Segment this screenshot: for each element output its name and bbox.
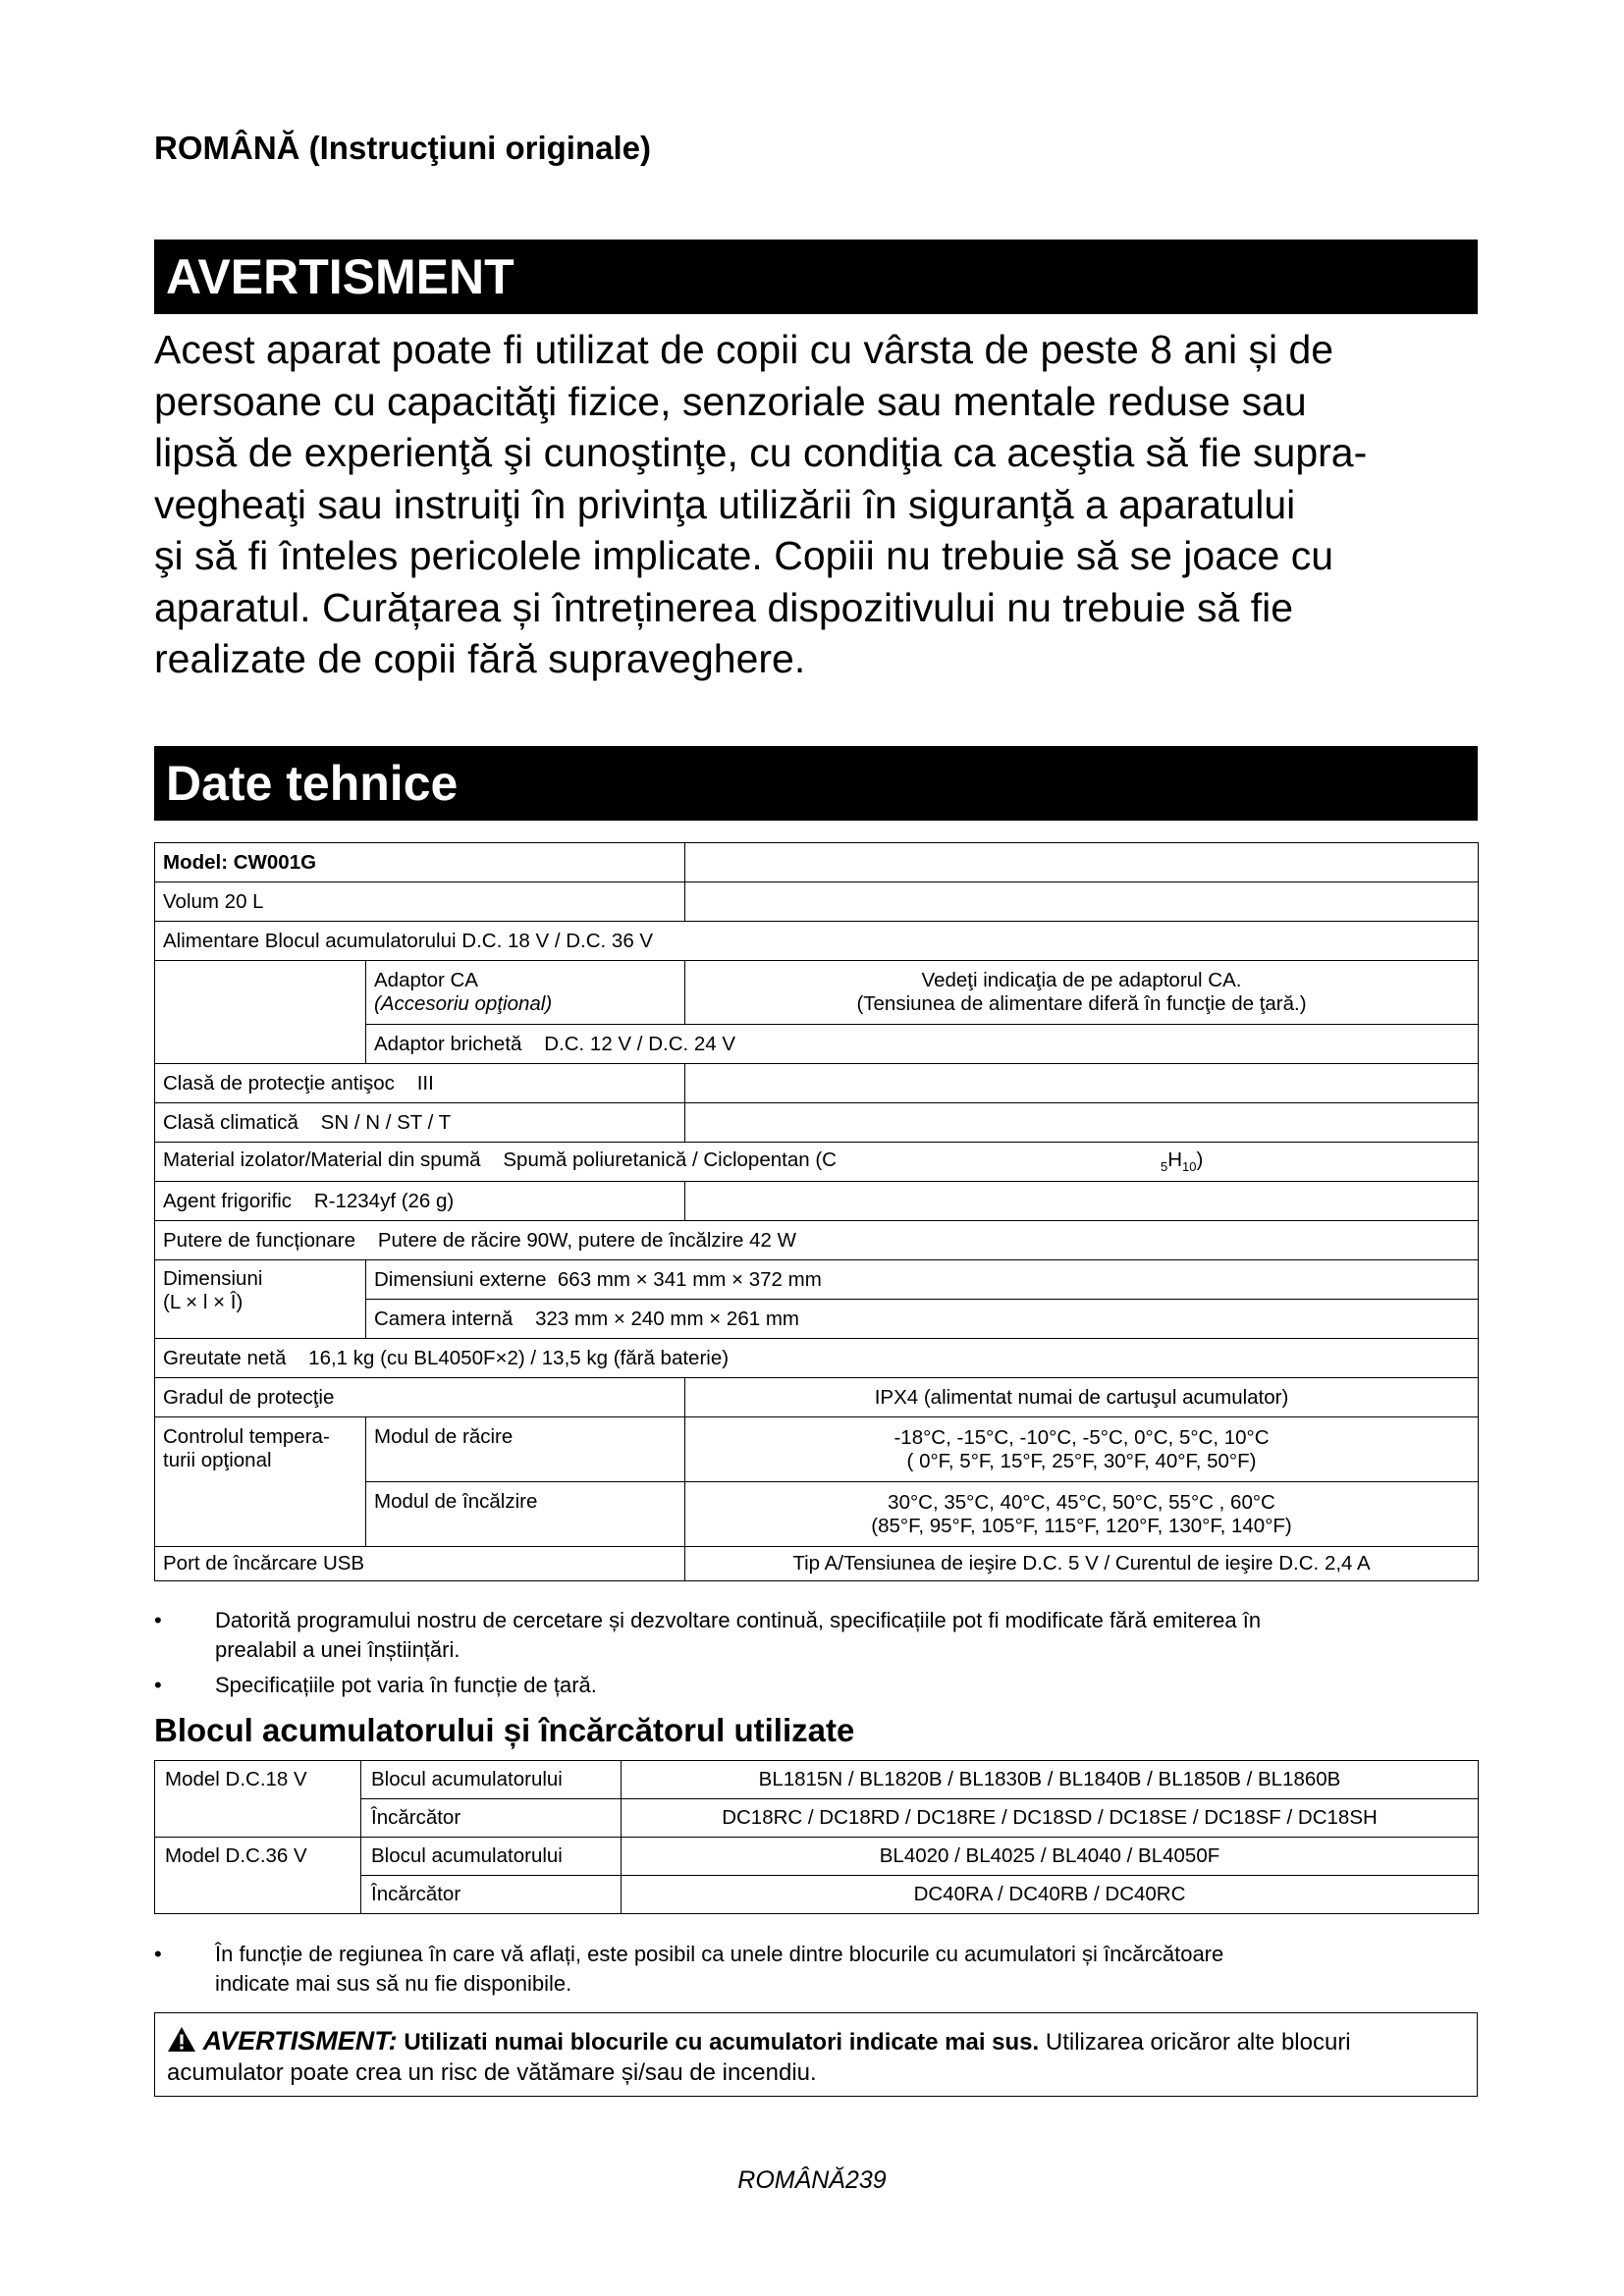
usb-value: Tip A/Tensiunea de ieşire D.C. 5 V / Curentul de ieşire D.C. 2,4 A bbox=[685, 1547, 1479, 1581]
protection-value: IPX4 (alimentat numai de cartuşul acumulator) bbox=[685, 1378, 1479, 1417]
formula-subscript: 5 bbox=[1160, 1159, 1168, 1175]
table-row bbox=[155, 1260, 1479, 1300]
note-line: prealabil a unei înștiințări. bbox=[215, 1637, 460, 1662]
ac-adapter-cell bbox=[366, 961, 685, 1025]
list-item bbox=[154, 1606, 1485, 1665]
heating-celsius: 30°C, 35°C, 40°C, 45°C, 50°C, 55°C , 60°C bbox=[888, 1490, 1275, 1514]
warning-line: şi să fi înteles pericolele implicate. Copiii nu trebuie să se joace cu bbox=[154, 533, 1333, 578]
insulation-value: Spumă poliuretanică / Ciclopentan (C bbox=[503, 1148, 837, 1172]
list-item bbox=[154, 1940, 1485, 1999]
charger-models: DC18RC / DC18RD / DC18RE / DC18SD / DC18SE / DC18SF / DC18SH bbox=[622, 1799, 1479, 1838]
warning-line: vegheaţi sau instruiţi în privinţa utilizării în siguranţă a aparatului bbox=[154, 481, 1296, 527]
battery-label: Blocul acumulatorului bbox=[361, 1838, 622, 1876]
climate-value: SN / N / ST / T bbox=[320, 1110, 452, 1134]
refrigerant-value: R-1234yf (26 g) bbox=[313, 1189, 455, 1212]
bullet-icon: • bbox=[154, 1942, 162, 1966]
table-row bbox=[155, 1378, 1479, 1417]
climate-class-cell bbox=[155, 1103, 685, 1143]
battery-charger-heading: Blocul acumulatorului și încărcătorul utilizate bbox=[154, 1712, 855, 1748]
refrigerant-label: Agent frigorific bbox=[163, 1189, 293, 1212]
note-line: Specificațiile pot varia în funcție de țară. bbox=[215, 1673, 597, 1697]
warning-paragraph bbox=[154, 324, 1485, 685]
note-line: În funcție de regiunea în care vă aflați, este posibil ca unele dintre blocurile cu acumulatori și încărcătoare bbox=[215, 1942, 1224, 1966]
charger-label: Încărcător bbox=[361, 1876, 622, 1914]
net-weight-value: 16,1 kg (cu BL4050F×2) / 13,5 kg (fără baterie) bbox=[308, 1346, 730, 1369]
ac-adapter-value-line: (Tensiunea de alimentare diferă în funcţie de ţară.) bbox=[856, 992, 1307, 1015]
internal-dimensions-label: Camera internă bbox=[374, 1307, 514, 1330]
net-weight-cell bbox=[155, 1339, 1479, 1378]
battery-charger-table bbox=[154, 1760, 1479, 1914]
formula-subscript: 10 bbox=[1182, 1159, 1197, 1175]
battery-models: BL4020 / BL4025 / BL4040 / BL4050F bbox=[622, 1838, 1479, 1876]
car-adapter-cell bbox=[366, 1025, 1479, 1064]
ac-adapter-note: (Accesoriu opţional) bbox=[374, 992, 553, 1015]
heating-fahrenheit: (85°F, 95°F, 105°F, 115°F, 120°F, 130°F, 140°F) bbox=[871, 1514, 1292, 1537]
shock-class-label: Clasă de protecţie antişoc bbox=[163, 1071, 395, 1095]
table-row bbox=[155, 1182, 1479, 1221]
protection-label: Gradul de protecţie bbox=[155, 1378, 685, 1417]
warning-text: Utilizarea oricăror alte blocuri bbox=[1045, 2029, 1351, 2056]
temperature-control-label-line: turii opţional bbox=[163, 1449, 272, 1471]
warning-text: acumulator poate crea un risc de vătămare și/sau de incendiu. bbox=[167, 2059, 817, 2086]
table-row bbox=[155, 1103, 1479, 1143]
charger-models: DC40RA / DC40RB / DC40RC bbox=[622, 1876, 1479, 1914]
table-row bbox=[155, 1221, 1479, 1260]
heating-mode-label: Modul de încălzire bbox=[366, 1482, 685, 1547]
table-row bbox=[155, 961, 1479, 1025]
cooling-celsius: -18°C, -15°C, -10°C, -5°C, 0°C, 5°C, 10°C bbox=[893, 1425, 1270, 1449]
battery-voltage: D.C. 18 V / D.C. 36 V bbox=[461, 929, 654, 952]
table-row bbox=[155, 882, 1479, 922]
cooling-mode-label: Modul de răcire bbox=[366, 1417, 685, 1482]
table-row bbox=[155, 843, 1479, 882]
model-cell: Model D.C.36 V bbox=[155, 1838, 361, 1914]
external-dimensions-label: Dimensiuni externe bbox=[374, 1267, 547, 1291]
heating-mode-values bbox=[685, 1482, 1479, 1547]
net-weight-label: Greutate netă bbox=[163, 1346, 287, 1369]
cooling-mode-values bbox=[685, 1417, 1479, 1482]
ac-adapter-value-line: Vedeţi indicaţia de pe adaptorul CA. bbox=[921, 969, 1242, 991]
car-adapter-label: Adaptor brichetă bbox=[374, 1032, 522, 1055]
warning-triangle-icon bbox=[167, 2026, 196, 2053]
charger-label: Încărcător bbox=[361, 1799, 622, 1838]
shock-class-cell bbox=[155, 1064, 685, 1103]
dimensions-label-line: (L × l × Î) bbox=[163, 1291, 244, 1313]
table-row bbox=[155, 1143, 1479, 1182]
table-row bbox=[155, 1547, 1479, 1581]
ac-adapter-value bbox=[685, 961, 1479, 1025]
internal-dimensions-value: 323 mm × 240 mm × 261 mm bbox=[535, 1307, 799, 1330]
model-cell: Model: CW001G bbox=[155, 843, 685, 882]
dimensions-label bbox=[155, 1260, 366, 1339]
warning-line: aparatul. Curățarea și întreținerea dispozitivului nu trebuie să fie bbox=[154, 584, 1294, 630]
table-row bbox=[155, 1064, 1479, 1103]
table-row bbox=[155, 1417, 1479, 1482]
battery-label: Blocul acumulatorului bbox=[361, 1761, 622, 1799]
warning-line: lipsă de experienţă şi cunoştinţe, cu condiţia ca aceştia să fie supra- bbox=[154, 430, 1368, 475]
formula-close: ) bbox=[1196, 1148, 1204, 1172]
formula-element: H bbox=[1167, 1148, 1182, 1172]
model-cell: Model D.C.18 V bbox=[155, 1761, 361, 1838]
table-row bbox=[155, 1339, 1479, 1378]
note-line: Datorită programului nostru de cercetare și dezvoltare continuă, specificațiile pot fi modificate fără emiterea în bbox=[215, 1608, 1262, 1632]
battery-warning-box bbox=[154, 2012, 1478, 2097]
insulation-label: Material izolator/Material din spumă bbox=[163, 1148, 481, 1172]
power-battery-cell bbox=[155, 922, 1479, 961]
table-row bbox=[155, 1838, 1479, 1876]
bullet-icon: • bbox=[154, 1673, 162, 1697]
table-row bbox=[155, 1761, 1479, 1799]
shock-class-value: III bbox=[416, 1071, 434, 1095]
warning-line: persoane cu capacităţi fizice, senzoriale sau mentale reduse sau bbox=[154, 378, 1307, 424]
external-dimensions-cell bbox=[366, 1260, 1479, 1300]
table-row bbox=[155, 922, 1479, 961]
battery-models: BL1815N / BL1820B / BL1830B / BL1840B / BL1850B / BL1860B bbox=[622, 1761, 1479, 1799]
specs-heading: Date tehnice bbox=[154, 746, 1478, 821]
internal-dimensions-cell bbox=[366, 1300, 1479, 1339]
operating-power-value: Putere de răcire 90W, putere de încălzire 42 W bbox=[377, 1228, 796, 1252]
operating-power-label: Putere de funcționare bbox=[163, 1228, 356, 1252]
warning-bold-text: Utilizati numai blocurile cu acumulatori indicate mai sus. bbox=[404, 2029, 1040, 2056]
warning-line: Acest aparat poate fi utilizat de copii cu vârsta de peste 8 ani și de bbox=[154, 327, 1334, 372]
warning-label: AVERTISMENT: bbox=[202, 2026, 398, 2056]
refrigerant-cell bbox=[155, 1182, 685, 1221]
cooling-fahrenheit: ( 0°F, 5°F, 15°F, 25°F, 30°F, 40°F, 50°F) bbox=[906, 1449, 1257, 1472]
warning-line: realizate de copii fără supraveghere. bbox=[154, 636, 806, 681]
list-item bbox=[154, 1671, 1485, 1700]
bullet-icon: • bbox=[154, 1608, 162, 1632]
ac-adapter-label: Adaptor CA bbox=[374, 969, 478, 991]
page-footer: ROMÂNĂ239 bbox=[737, 2166, 887, 2194]
usb-label: Port de încărcare USB bbox=[155, 1547, 685, 1581]
specs-table bbox=[154, 842, 1479, 1581]
note-line: indicate mai sus să nu fie disponibile. bbox=[215, 1971, 572, 1996]
operating-power-cell bbox=[155, 1221, 1479, 1260]
dimensions-label-line: Dimensiuni bbox=[163, 1267, 263, 1290]
car-adapter-value: D.C. 12 V / D.C. 24 V bbox=[544, 1032, 736, 1055]
temperature-control-label-line: Controlul tempera- bbox=[163, 1425, 330, 1448]
climate-label: Clasă climatică bbox=[163, 1110, 298, 1134]
warning-heading: AVERTISMENT bbox=[154, 240, 1478, 314]
power-label: Alimentare bbox=[163, 929, 259, 952]
external-dimensions-value: 663 mm × 341 mm × 372 mm bbox=[557, 1267, 822, 1291]
page-language-title: ROMÂNĂ (Instrucţiuni originale) bbox=[154, 130, 651, 166]
temperature-control-label bbox=[155, 1417, 366, 1547]
insulation-cell bbox=[155, 1143, 1479, 1182]
volume-cell: Volum 20 L bbox=[155, 882, 685, 922]
battery-label: Blocul acumulatorului bbox=[264, 929, 457, 952]
